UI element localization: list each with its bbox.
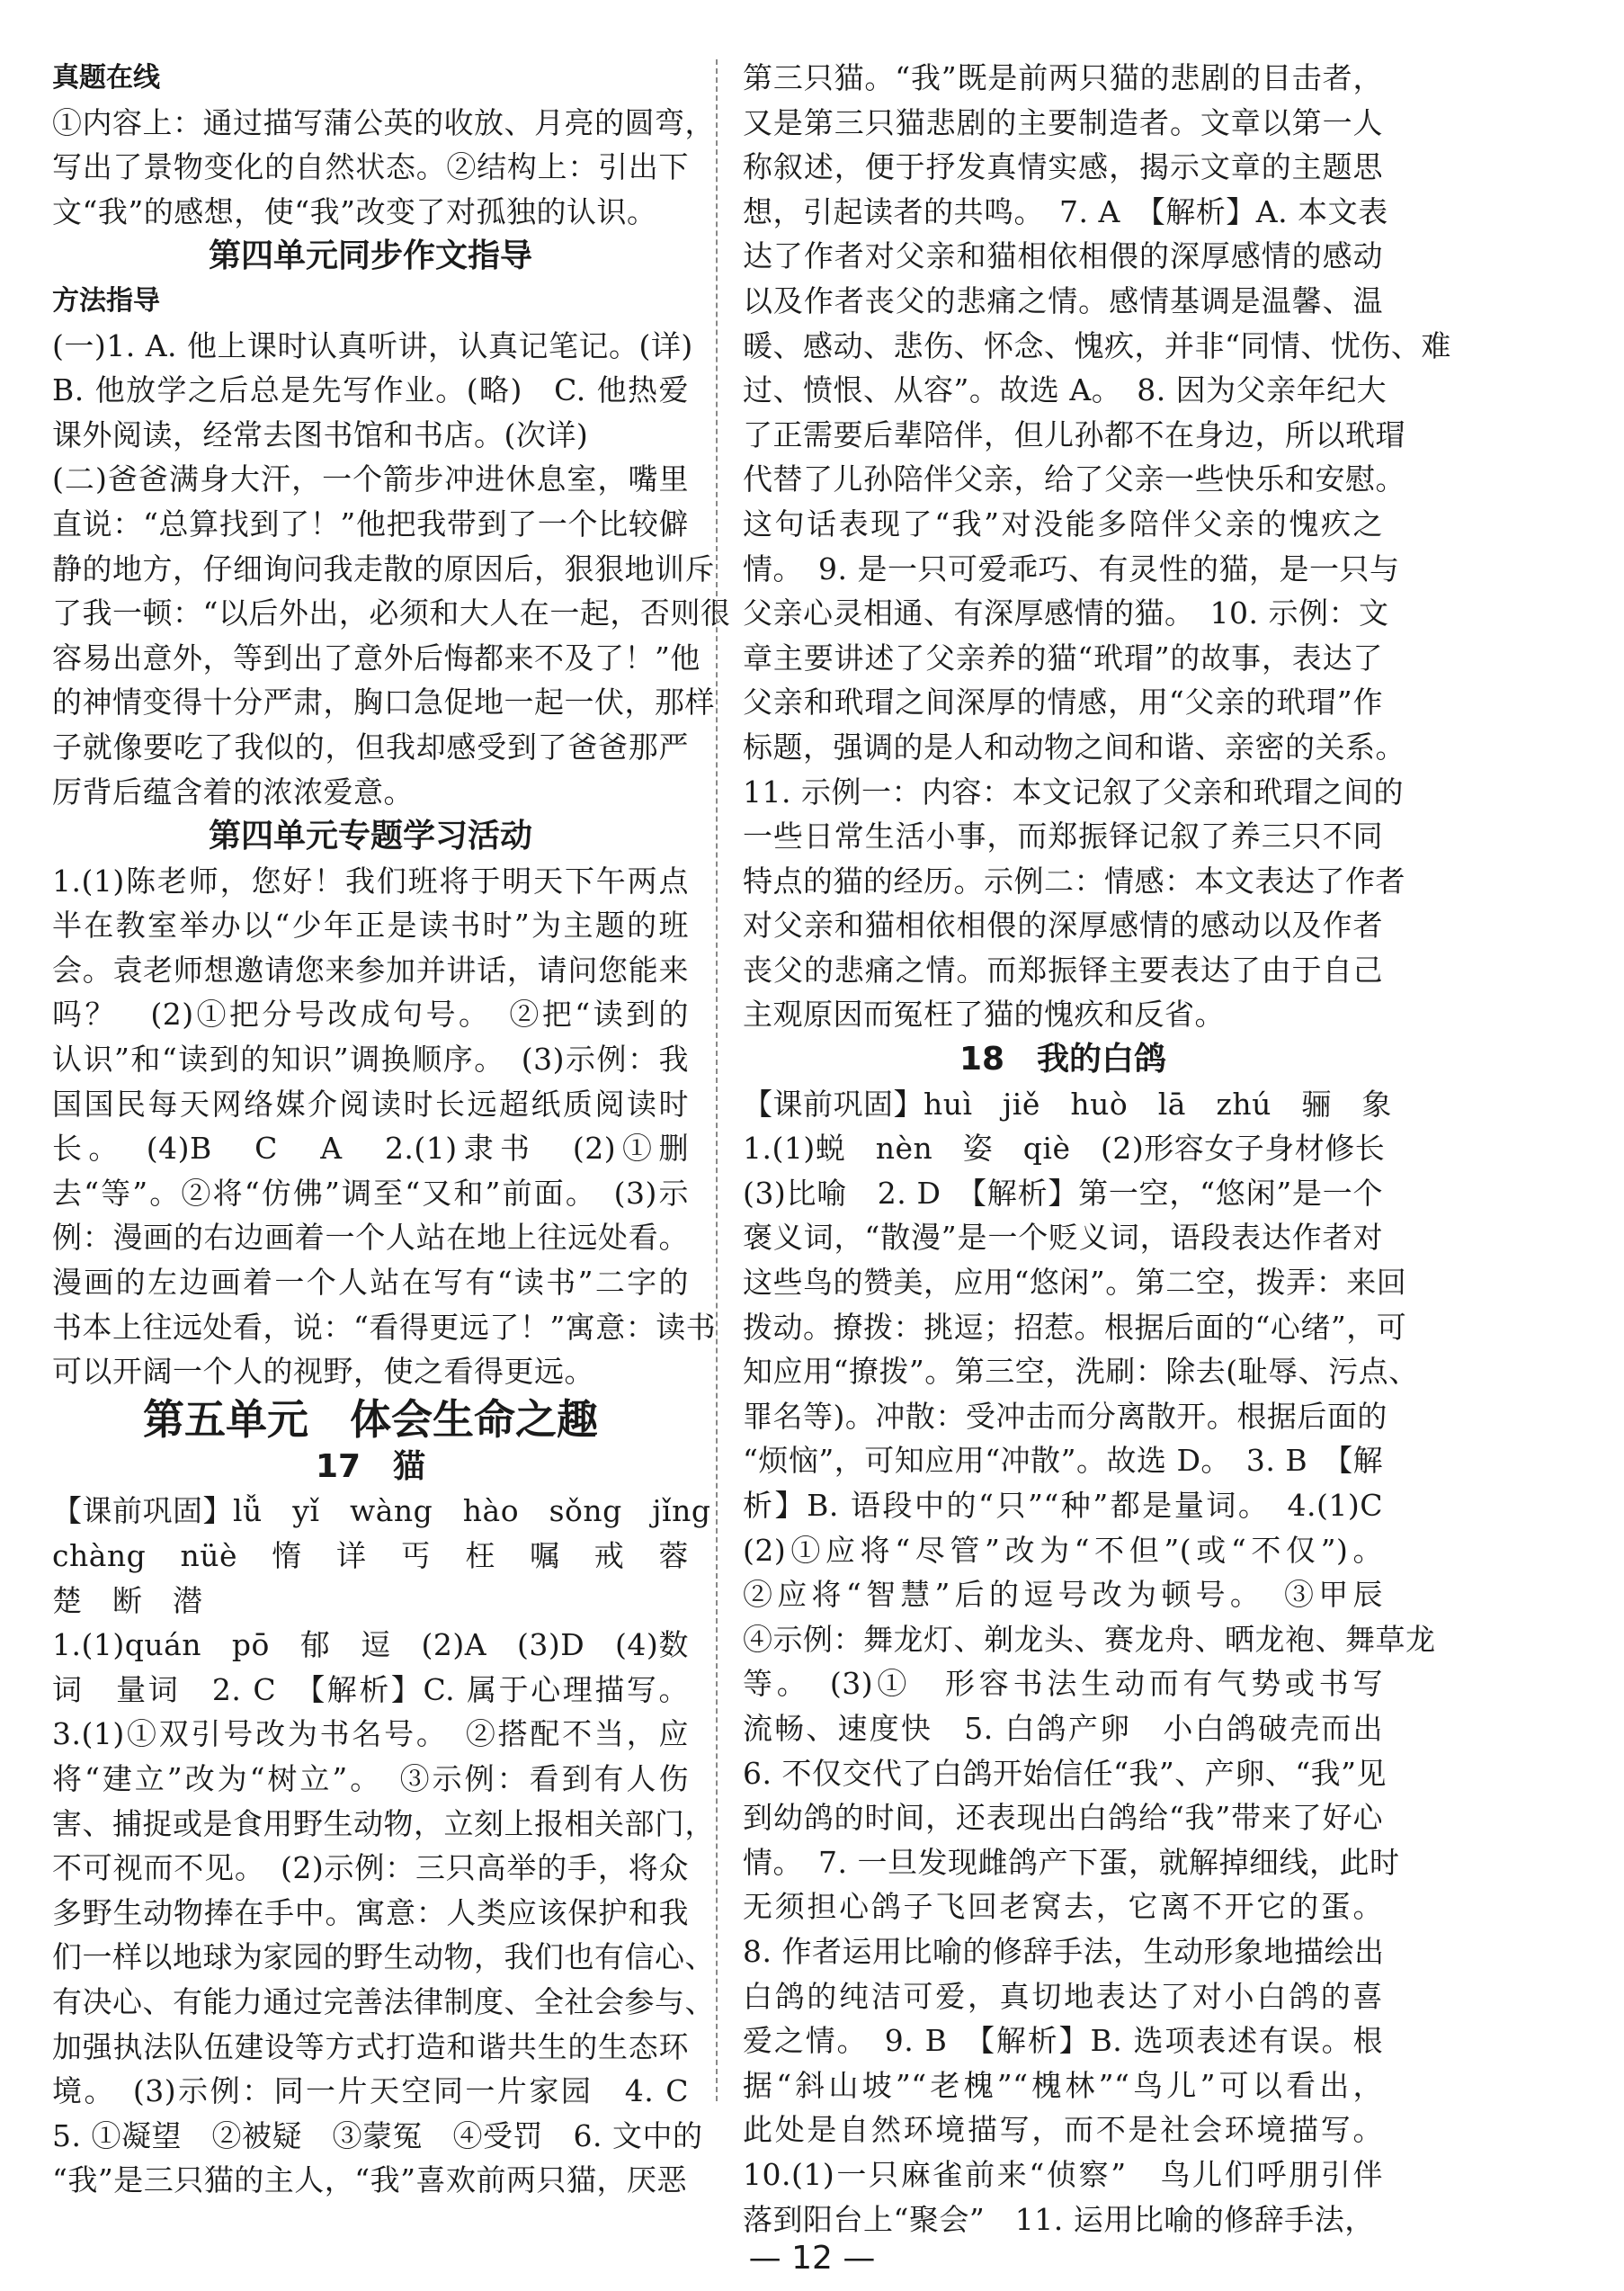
section-title: 18 我的白鸽 <box>959 1041 1167 1078</box>
text-line: 褒义词，“散漫”是一个贬义词，语段表达作者对 <box>743 1220 1383 1256</box>
text-line: 情。 9. 是一只可爱乖巧、有灵性的猫，是一只与 <box>743 550 1400 586</box>
text-line: 可以开阔一个人的视野，使之看得更远。 <box>52 1354 594 1390</box>
text-line: 【课前巩固】lǚ yǐ wàng hào sǒng jǐng <box>52 1493 711 1529</box>
text-line: 情。 7. 一旦发现雌鸽产下蛋，就解掉细线，此时 <box>743 1844 1400 1880</box>
page-number: — 12 — <box>748 2240 876 2277</box>
text-line: 父亲和玳瑁之间深厚的情感，用“父亲的玳瑁”作 <box>743 685 1383 720</box>
text-line: ①内容上：通过描写蒲公英的收放、月亮的圆弯， <box>52 104 715 140</box>
section-title: 第四单元同步作文指导 <box>208 237 532 275</box>
text-line: 静的地方，仔细询问我走散的原因后，狠狠地训斥 <box>52 550 715 586</box>
text-line: 课外阅读，经常去图书馆和书店。(次详) <box>52 416 589 452</box>
text-line: 半在教室举办以“少年正是读书时”为主题的班 <box>52 908 689 944</box>
text-line: 代替了儿孙陪伴父亲，给了父亲一些快乐和安慰。 <box>743 461 1405 497</box>
text-line: 特点的猫的经历。示例二：情感：本文表达了作者 <box>743 863 1405 899</box>
text-line: 楚 断 潜 <box>52 1582 203 1618</box>
text-line: 【课前巩固】huì jiě huò lā zhú 骊 象 <box>743 1086 1392 1122</box>
text-line: 吗？ (2)①把分号改成句号。 ②把“读到的 <box>52 997 689 1033</box>
text-line: 不可视而不见。 (2)示例：三只高举的手，将众 <box>52 1850 689 1886</box>
text-line: 5. ①凝望 ②被疑 ③蒙冤 ④受罚 6. 文中的 <box>52 2117 703 2153</box>
text-line: 1.(1)蜕 nèn 姿 qiè (2)形容女子身材修长 <box>743 1131 1386 1167</box>
text-line: 父亲心灵相通、有深厚感情的猫。 10. 示例：文 <box>743 595 1389 631</box>
text-line: 文“我”的感想，使“我”改变了对孤独的认识。 <box>52 193 657 229</box>
text-line: 6. 不仅交代了白鸽开始信任“我”、产卵、“我”见 <box>743 1755 1387 1791</box>
text-line: 1.(1)quán pō 郁 逗 (2)A (3)D (4)数 <box>52 1627 689 1663</box>
text-line: 词 量词 2. C 【解析】C. 属于心理描写。 <box>52 1671 689 1707</box>
subsection-heading: 真题在线 <box>52 62 160 94</box>
text-line: 以及作者丧父的悲痛之情。感情基调是温馨、温 <box>743 282 1383 318</box>
unit-title: 第五单元 体会生命之趣 <box>143 1394 598 1444</box>
text-line: 了我一顿：“以后外出，必须和大人在一起，否则很 <box>52 595 731 631</box>
text-line: (一)1. A. 他上课时认真听讲，认真记笔记。(详) <box>52 327 693 363</box>
text-line: 会。袁老师想邀请您来参加并讲话，请问您能来 <box>52 952 689 988</box>
text-line: 厉背后蕴含着的浓浓爱意。 <box>52 774 414 810</box>
text-line: 8. 作者运用比喻的修辞手法，生动形象地描绘出 <box>743 1933 1385 1969</box>
text-line: 据“斜山坡”“老槐”“槐林”“鸟儿”可以看出， <box>743 2067 1383 2103</box>
text-line: 境。 (3)示例：同一片天空同一片家园 4. C <box>52 2073 689 2109</box>
text-line: 加强执法队伍建设等方式打造和谐共生的生态环 <box>52 2028 689 2064</box>
text-line: “烦恼”，可知应用“冲散”。故选 D。 3. B 【解 <box>743 1443 1384 1479</box>
text-line: 对父亲和猫相依相偎的深厚感情的感动以及作者 <box>743 908 1383 944</box>
text-line: 认识”和“读到的知识”调换顺序。 (3)示例：我 <box>52 1042 689 1078</box>
text-line: 们一样以地球为家园的野生动物，我们也有信心、 <box>52 1939 715 1975</box>
text-line: 书本上往远处看，说：“看得更远了！”寓意：读书 <box>52 1309 717 1345</box>
text-line: 一些日常生活小事，而郑振铎记叙了养三只不同 <box>743 819 1383 855</box>
text-line: 的神情变得十分严肃，胸口急促地一起一伏，那样 <box>52 685 715 720</box>
text-line: B. 他放学之后总是先写作业。(略) C. 他热爱 <box>52 372 689 408</box>
text-line: (3)比喻 2. D 【解析】第一空，“悠闲”是一个 <box>743 1175 1383 1211</box>
text-line: chàng nüè 惰 详 丐 枉 嘱 戒 蓉 <box>52 1538 689 1573</box>
text-line: 长。 (4)B C A 2.(1)隶书 (2)①删 <box>52 1131 689 1167</box>
text-line: 拨动。撩拨：挑逗；招惹。根据后面的“心绪”，可 <box>743 1309 1407 1345</box>
left-column <box>52 56 731 2203</box>
text-line: 想，引起读者的共鸣。 7. A 【解析】A. 本文表 <box>743 193 1388 229</box>
section-title: 第四单元专题学习活动 <box>208 818 532 855</box>
text-line: 丧父的悲痛之情。而郑振铎主要表达了由于自己 <box>743 952 1383 988</box>
text-line: 落到阳台上“聚会” 11. 运用比喻的修辞手法， <box>743 2201 1375 2237</box>
text-line: 爱之情。 9. B 【解析】B. 选项表述有误。根 <box>743 2023 1383 2059</box>
text-line: ④示例：舞龙灯、剃龙头、赛龙舟、晒龙袍、舞草龙 <box>743 1621 1436 1657</box>
text-line: 有决心、有能力通过完善法律制度、全社会参与、 <box>52 1983 715 2019</box>
text-line: 暖、感动、悲伤、怀念、愧疚，并非“同情、忧伤、难 <box>743 327 1451 363</box>
text-line: 将“建立”改为“树立”。 ③示例：看到有人伤 <box>52 1760 689 1796</box>
right-column <box>743 56 1451 2242</box>
subsection-heading: 方法指导 <box>52 284 160 317</box>
text-line: 章主要讲述了父亲养的猫“玳瑁”的故事，表达了 <box>743 640 1383 676</box>
text-line: 这句话表现了“我”对没能多陪伴父亲的愧疚之 <box>743 506 1383 541</box>
text-line: 主观原因而冤枉了猫的愧疚和反省。 <box>743 997 1225 1033</box>
text-line: 容易出意外，等到出了意外后悔都来不及了！”他 <box>52 640 700 676</box>
text-line: (二)爸爸满身大汗，一个箭步冲进休息室，嘴里 <box>52 461 689 497</box>
text-line: 11. 示例一：内容：本文记叙了父亲和玳瑁之间的 <box>743 774 1404 810</box>
text-line: “我”是三只猫的主人，“我”喜欢前两只猫，厌恶 <box>52 2162 687 2198</box>
column-divider <box>716 59 718 2101</box>
text-line: 析】B. 语段中的“只”“种”都是量词。 4.(1)C <box>743 1488 1383 1523</box>
text-line: 过、愤恨、从容”。故选 A。 8. 因为父亲年纪大 <box>743 372 1388 408</box>
text-line: 子就像要吃了我似的，但我却感受到了爸爸那严 <box>52 729 689 765</box>
text-line: 害、捕捉或是食用野生动物，立刻上报相关部门， <box>52 1805 715 1841</box>
text-line: 第三只猫。“我”既是前两只猫的悲剧的目击者， <box>743 60 1383 95</box>
section-title: 17 猫 <box>315 1447 426 1485</box>
text-line: 10.(1)一只麻雀前来“侦察” 鸟儿们呼朋引伴 <box>743 2156 1383 2192</box>
text-line: 知应用“撩拨”。第三空，洗刷：除去(耻辱、污点、 <box>743 1354 1419 1390</box>
text-line: 称叙述，便于抒发真情实感，揭示文章的主题思 <box>743 149 1383 185</box>
text-line: 写出了景物变化的自然状态。②结构上：引出下 <box>52 149 689 185</box>
text-line: 直说：“总算找到了！”他把我带到了一个比较僻 <box>52 506 689 541</box>
text-line: 1.(1)陈老师，您好！我们班将于明天下午两点 <box>52 863 689 899</box>
text-line: 达了作者对父亲和猫相依相偎的深厚感情的感动 <box>743 238 1383 274</box>
text-line: 白鸽的纯洁可爱，真切地表达了对小白鸽的喜 <box>743 1978 1383 2014</box>
text-line: 去“等”。②将“仿佛”调至“又和”前面。 (3)示 <box>52 1175 689 1211</box>
text-line: 等。 (3)① 形容书法生动而有气势或书写 <box>743 1666 1383 1702</box>
text-line: 3.(1)①双引号改为书名号。 ②搭配不当，应 <box>52 1716 689 1752</box>
text-line: (2)①应将“尽管”改为“不但”(或“不仅”)。 <box>743 1532 1383 1568</box>
text-line: 了正需要后辈陪伴，但儿孙都不在身边，所以玳瑁 <box>743 416 1405 452</box>
text-line: 此处是自然环境描写，而不是社会环境描写。 <box>743 2112 1383 2148</box>
text-line: 这些鸟的赞美，应用“悠闲”。第二空，拨弄：来回 <box>743 1265 1407 1301</box>
text-line: 多野生动物捧在手中。寓意：人类应该保护和我 <box>52 1894 689 1930</box>
text-line: 又是第三只猫悲剧的主要制造者。文章以第一人 <box>743 104 1383 140</box>
text-line: 流畅、速度快 5. 白鸽产卵 小白鸽破壳而出 <box>743 1710 1383 1746</box>
text-line: ②应将“智慧”后的逗号改为顿号。 ③甲辰 <box>743 1577 1383 1613</box>
text-line: 国国民每天网络媒介阅读时长远超纸质阅读时 <box>52 1086 689 1122</box>
text-line: 标题，强调的是人和动物之间和谐、亲密的关系。 <box>743 729 1405 765</box>
text-line: 无须担心鸽子飞回老窝去，它离不开它的蛋。 <box>743 1889 1383 1925</box>
text-line: 到幼鸽的时间，还表现出白鸽给“我”带来了好心 <box>743 1800 1383 1836</box>
text-line: 罪名等)。冲散：受冲击而分离散开。根据后面的 <box>743 1398 1388 1434</box>
text-line: 漫画的左边画着一个人站在写有“读书”二字的 <box>52 1265 689 1301</box>
text-line: 例：漫画的右边画着一个人站在地上往远处看。 <box>52 1220 689 1256</box>
